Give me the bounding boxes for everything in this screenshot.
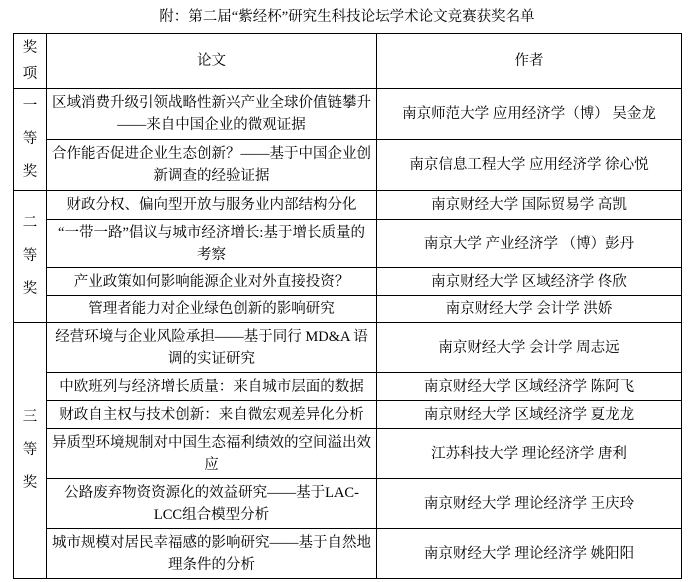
author-cell: 南京大学 产业经济学 （博）彭丹 [377,220,682,268]
paper-cell: 经营环境与企业风险承担——基于同行 MD&A 语调的实证研究 [47,323,377,373]
paper-cell: 财政分权、偏向型开放与服务业内部结构分化 [47,191,377,220]
author-cell: 南京财经大学 会计学 周志远 [377,323,682,373]
table-row [14,268,682,296]
table-row [14,296,682,323]
column-header-award-label: 奖项 [22,40,38,82]
table-row [14,429,682,479]
author-cell: 南京信息工程大学 应用经济学 徐心悦 [377,140,682,191]
paper-cell: 产业政策如何影响能源企业对外直接投资？ [47,268,377,296]
paper-cell: 财政自主权与技术创新：来自微宏观差异化分析 [47,401,377,429]
award-group-second-prize [14,191,47,323]
page-title: 附：第二届“紫经杯”研究生科技论坛学术论文竞赛获奖名单 [159,9,535,25]
table-row [14,529,682,579]
paper-cell: 公路废弃物资资源化的效益研究——基于LAC-LCC组合模型分析 [47,479,377,529]
table-row [14,89,682,140]
table-row [14,401,682,429]
table-row [14,373,682,401]
award-group-label: 一等奖 [22,98,38,180]
award-group-label: 三等奖 [22,409,38,491]
table-row [14,323,682,373]
author-cell: 南京财经大学 区域经济学 陈阿飞 [377,373,682,401]
column-header-paper: 论文 [47,34,377,89]
table-row [14,191,682,220]
table-row [14,479,682,529]
award-table [13,33,682,579]
column-header-award [14,34,47,89]
table-row [14,140,682,191]
author-cell: 南京师范大学 应用经济学（博） 吴金龙 [377,89,682,140]
author-cell: 南京财经大学 国际贸易学 高凯 [377,191,682,220]
paper-cell: 区域消费升级引领战略性新兴产业全球价值链攀升——来自中国企业的微观证据 [47,89,377,140]
award-group-third-prize [14,323,47,579]
author-cell: 南京财经大学 会计学 洪娇 [377,296,682,323]
table-header-row [14,34,682,89]
award-group-label: 二等奖 [22,215,38,297]
paper-cell: 合作能否促进企业生态创新？——基于中国企业创新调查的经验证据 [47,140,377,191]
paper-cell: 中欧班列与经济增长质量：来自城市层面的数据 [47,373,377,401]
author-cell: 南京财经大学 理论经济学 姚阳阳 [377,529,682,579]
column-header-author: 作者 [377,34,682,89]
author-cell: 南京财经大学 区域经济学 佟欣 [377,268,682,296]
author-cell: 南京财经大学 理论经济学 王庆玲 [377,479,682,529]
award-group-first-prize [14,89,47,191]
paper-cell: 异质型环境规制对中国生态福利绩效的空间溢出效应 [47,429,377,479]
author-cell: 南京财经大学 区域经济学 夏龙龙 [377,401,682,429]
table-row [14,220,682,268]
paper-cell: 管理者能力对企业绿色创新的影响研究 [47,296,377,323]
author-cell: 江苏科技大学 理论经济学 唐利 [377,429,682,479]
paper-cell: “一带一路”倡议与城市经济增长:基于增长质量的考察 [47,220,377,268]
paper-cell: 城市规模对居民幸福感的影响研究——基于自然地理条件的分析 [47,529,377,579]
